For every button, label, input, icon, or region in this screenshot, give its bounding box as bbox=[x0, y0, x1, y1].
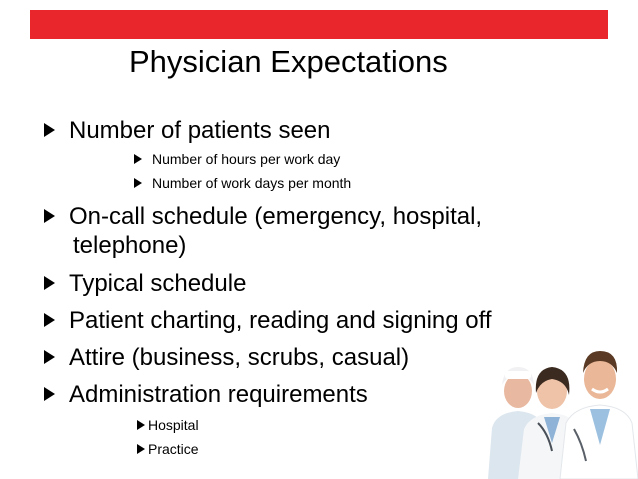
sub-bullet-item bbox=[137, 416, 199, 434]
bullet-arrow-icon bbox=[44, 387, 55, 401]
bullet-arrow-icon bbox=[44, 123, 55, 137]
sub-bullet-text: Practice bbox=[148, 441, 199, 457]
bullet-text: On-call schedule (emergency, hospital, bbox=[69, 203, 483, 230]
bullet-arrow-icon bbox=[44, 209, 55, 223]
sub-bullet-item bbox=[134, 150, 340, 168]
bullet-arrow-icon bbox=[44, 313, 55, 327]
doctor-man-figure bbox=[560, 351, 638, 479]
bullet-item bbox=[44, 306, 492, 336]
bullet-item bbox=[44, 202, 482, 232]
medical-staff-photo bbox=[478, 333, 638, 479]
sub-bullet-arrow-icon bbox=[134, 154, 142, 164]
sub-bullet-arrow-icon bbox=[137, 444, 145, 454]
bullet-text: Administration requirements bbox=[69, 381, 368, 408]
sub-bullet-item bbox=[137, 440, 199, 458]
bullet-continuation-text: telephone) bbox=[73, 232, 187, 259]
bullet-text: Typical schedule bbox=[69, 270, 247, 297]
bullet-item bbox=[44, 269, 246, 299]
sub-bullet-text: Number of work days per month bbox=[152, 175, 352, 191]
sub-bullet-text: Hospital bbox=[148, 417, 199, 433]
sub-bullet-item bbox=[134, 174, 351, 192]
sub-bullet-arrow-icon bbox=[137, 420, 145, 430]
slide-title: Physician Expectations bbox=[129, 44, 448, 79]
bullet-item bbox=[44, 380, 368, 410]
bullet-text: Patient charting, reading and signing off bbox=[69, 307, 492, 334]
sub-bullet-text: Number of hours per work day bbox=[152, 151, 341, 167]
bullet-text: Attire (business, scrubs, casual) bbox=[69, 344, 410, 371]
bullet-text: Number of patients seen bbox=[69, 117, 331, 144]
bullet-arrow-icon bbox=[44, 350, 55, 364]
bullet-item bbox=[44, 343, 409, 373]
header-accent-bar bbox=[30, 10, 608, 39]
bullet-arrow-icon bbox=[44, 276, 55, 290]
bullet-item bbox=[44, 116, 330, 146]
sub-bullet-arrow-icon bbox=[134, 178, 142, 188]
